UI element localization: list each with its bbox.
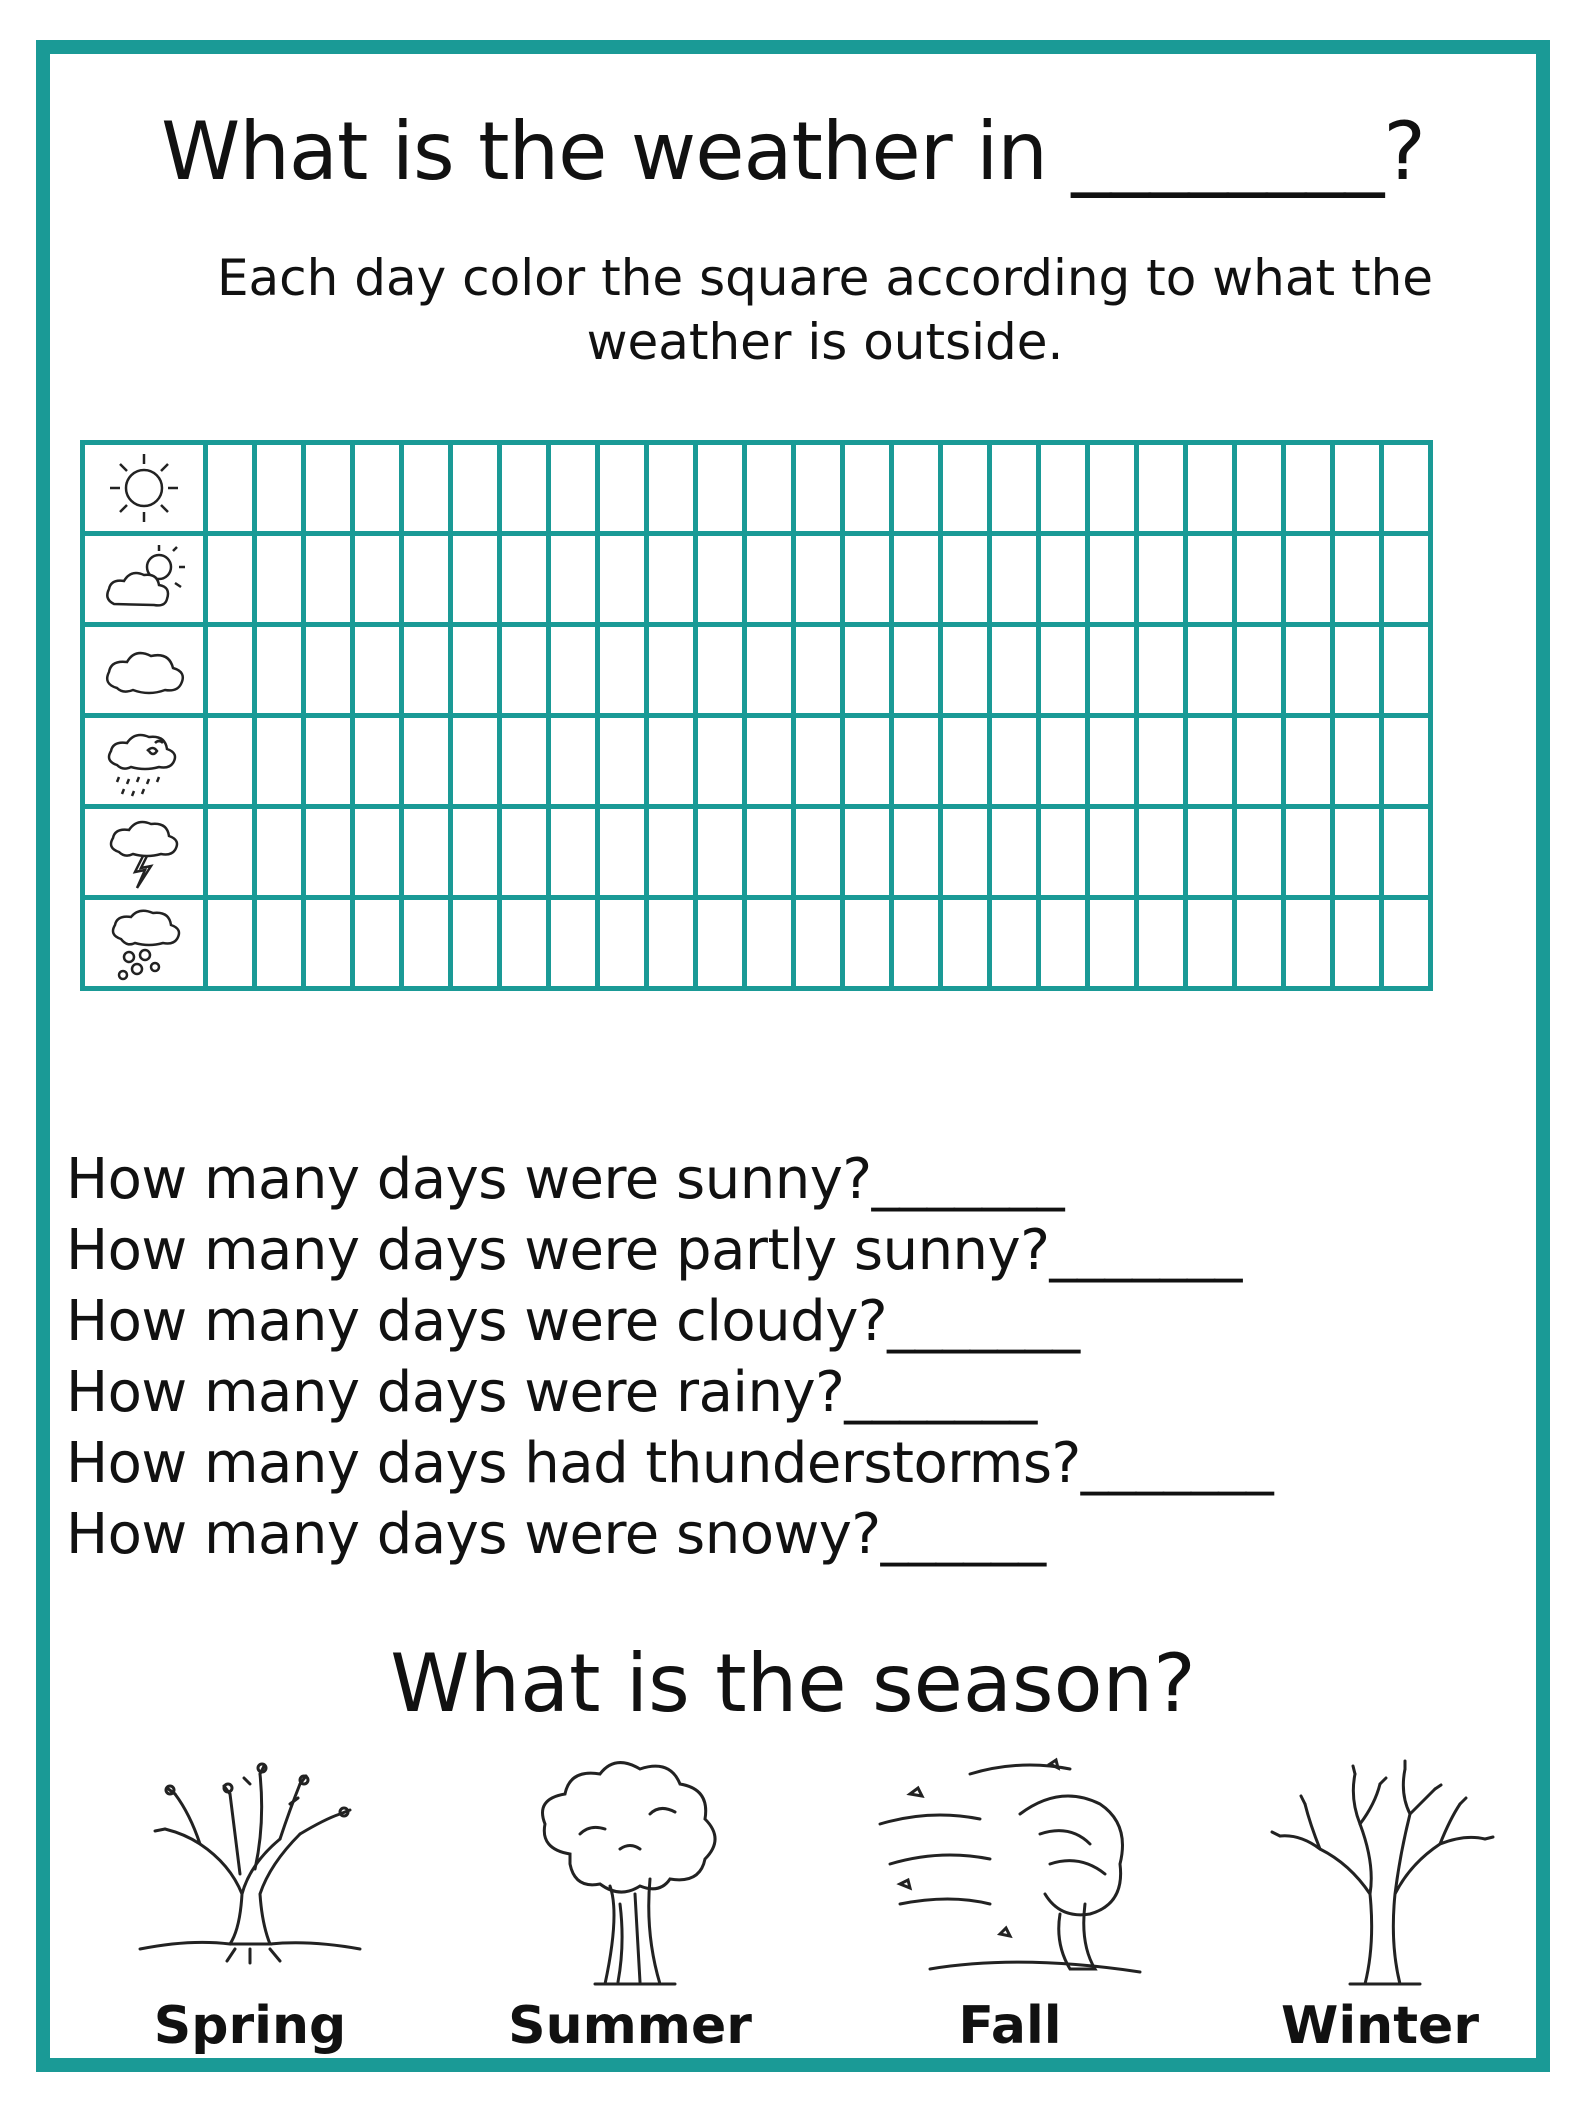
day-cell[interactable]: [745, 898, 794, 989]
day-cell[interactable]: [255, 625, 304, 716]
weather-row-icon-cell: [83, 534, 206, 625]
day-cell[interactable]: [990, 898, 1039, 989]
day-cell[interactable]: [647, 807, 696, 898]
day-cell[interactable]: [990, 443, 1039, 534]
day-cell[interactable]: [1088, 716, 1137, 807]
day-cell[interactable]: [892, 807, 941, 898]
day-cell[interactable]: [451, 443, 500, 534]
day-cell[interactable]: [598, 716, 647, 807]
day-cell[interactable]: [745, 443, 794, 534]
day-cell[interactable]: [941, 716, 990, 807]
weather-row-icon-cell: [83, 898, 206, 989]
day-cell[interactable]: [353, 898, 402, 989]
day-cell[interactable]: [696, 443, 745, 534]
day-cell[interactable]: [990, 625, 1039, 716]
weather-row-icon-cell: [83, 716, 206, 807]
day-cell[interactable]: [549, 443, 598, 534]
day-cell[interactable]: [1088, 898, 1137, 989]
question-thunderstorms[interactable]: How many days had thunderstorms?_______: [66, 1431, 1274, 1496]
day-cell[interactable]: [598, 625, 647, 716]
day-cell[interactable]: [647, 625, 696, 716]
worksheet-instructions: Each day color the square according to what the weather is outside.: [216, 249, 1434, 371]
day-cell[interactable]: [1186, 534, 1235, 625]
day-cell[interactable]: [304, 898, 353, 989]
season-title: What is the season?: [390, 1637, 1196, 1730]
day-cell[interactable]: [206, 898, 255, 989]
day-cell[interactable]: [941, 625, 990, 716]
worksheet-title: What is the weather in ________?: [161, 105, 1425, 198]
day-cell[interactable]: [255, 443, 304, 534]
question-list: [66, 1144, 1273, 1570]
day-cell[interactable]: [941, 807, 990, 898]
weather-grid: [80, 440, 1433, 991]
summer-tree-icon: [510, 1754, 750, 1994]
day-cell[interactable]: [794, 807, 843, 898]
day-cell[interactable]: [745, 625, 794, 716]
day-cell[interactable]: [402, 898, 451, 989]
day-cell[interactable]: [1284, 716, 1333, 807]
weather-chart: [80, 440, 1433, 991]
day-cell[interactable]: [304, 534, 353, 625]
day-cell[interactable]: [647, 898, 696, 989]
day-cell[interactable]: [1382, 898, 1431, 989]
weather-row-icon-cell: [83, 807, 206, 898]
day-cell[interactable]: [598, 807, 647, 898]
season-label-summer: Summer: [508, 1996, 752, 2056]
day-cell[interactable]: [255, 534, 304, 625]
day-cell[interactable]: [696, 807, 745, 898]
day-cell[interactable]: [500, 807, 549, 898]
thunderstorm-icon: [85, 812, 203, 892]
day-cell[interactable]: [1284, 898, 1333, 989]
day-cell[interactable]: [1137, 807, 1186, 898]
day-cell[interactable]: [1137, 716, 1186, 807]
day-cell[interactable]: [402, 807, 451, 898]
day-cell[interactable]: [1088, 443, 1137, 534]
day-cell[interactable]: [843, 534, 892, 625]
day-cell[interactable]: [941, 898, 990, 989]
day-cell[interactable]: [1039, 443, 1088, 534]
day-cell[interactable]: [1333, 625, 1382, 716]
season-winter[interactable]: [1230, 1754, 1530, 2056]
day-cell[interactable]: [402, 716, 451, 807]
day-cell[interactable]: [892, 716, 941, 807]
day-cell[interactable]: [255, 898, 304, 989]
day-cell[interactable]: [1039, 807, 1088, 898]
weather-row-icon-cell: [83, 625, 206, 716]
day-cell[interactable]: [304, 625, 353, 716]
question-sunny[interactable]: How many days were sunny?_______: [66, 1147, 1065, 1212]
day-cell[interactable]: [451, 625, 500, 716]
day-cell[interactable]: [696, 716, 745, 807]
question-rainy[interactable]: How many days were rainy?_______: [66, 1360, 1037, 1425]
day-cell[interactable]: [1039, 898, 1088, 989]
day-cell[interactable]: [1137, 625, 1186, 716]
worksheet-frame: [36, 40, 1550, 2072]
day-cell[interactable]: [500, 716, 549, 807]
day-cell[interactable]: [794, 898, 843, 989]
day-cell[interactable]: [1333, 807, 1382, 898]
day-cell[interactable]: [647, 534, 696, 625]
season-options: [50, 1754, 1536, 2084]
partly-sunny-icon: [85, 539, 203, 619]
day-cell[interactable]: [696, 534, 745, 625]
day-cell[interactable]: [206, 716, 255, 807]
day-cell[interactable]: [500, 443, 549, 534]
day-cell[interactable]: [1137, 534, 1186, 625]
day-cell[interactable]: [745, 716, 794, 807]
season-fall[interactable]: [860, 1754, 1160, 2056]
day-cell[interactable]: [941, 443, 990, 534]
day-cell[interactable]: [1088, 534, 1137, 625]
day-cell[interactable]: [255, 716, 304, 807]
day-cell[interactable]: [1039, 716, 1088, 807]
spring-tree-icon: [130, 1754, 370, 1994]
day-cell[interactable]: [1186, 625, 1235, 716]
season-summer[interactable]: [480, 1754, 780, 2056]
weather-row-thunderstorm: [83, 807, 1431, 898]
day-cell[interactable]: [451, 534, 500, 625]
weather-row-rain-cloud: [83, 716, 1431, 807]
day-cell[interactable]: [1137, 898, 1186, 989]
day-cell[interactable]: [843, 807, 892, 898]
day-cell[interactable]: [1382, 807, 1431, 898]
day-cell[interactable]: [451, 807, 500, 898]
day-cell[interactable]: [304, 443, 353, 534]
day-cell[interactable]: [353, 534, 402, 625]
day-cell[interactable]: [892, 625, 941, 716]
day-cell[interactable]: [451, 898, 500, 989]
weather-row-sun: [83, 443, 1431, 534]
day-cell[interactable]: [1186, 443, 1235, 534]
day-cell[interactable]: [1235, 625, 1284, 716]
rain-cloud-icon: [85, 721, 203, 801]
question-cloudy[interactable]: How many days were cloudy?_______: [66, 1289, 1080, 1354]
season-label-fall: Fall: [958, 1996, 1062, 2056]
day-cell[interactable]: [500, 625, 549, 716]
day-cell[interactable]: [1186, 807, 1235, 898]
day-cell[interactable]: [1284, 625, 1333, 716]
day-cell[interactable]: [206, 625, 255, 716]
day-cell[interactable]: [990, 807, 1039, 898]
day-cell[interactable]: [794, 534, 843, 625]
day-cell[interactable]: [500, 898, 549, 989]
day-cell[interactable]: [1235, 443, 1284, 534]
day-cell[interactable]: [1039, 534, 1088, 625]
day-cell[interactable]: [647, 716, 696, 807]
day-cell[interactable]: [892, 898, 941, 989]
day-cell[interactable]: [1235, 716, 1284, 807]
day-cell[interactable]: [402, 534, 451, 625]
day-cell[interactable]: [353, 625, 402, 716]
day-cell[interactable]: [745, 534, 794, 625]
day-cell[interactable]: [206, 443, 255, 534]
day-cell[interactable]: [892, 534, 941, 625]
day-cell[interactable]: [843, 716, 892, 807]
day-cell[interactable]: [1186, 716, 1235, 807]
day-cell[interactable]: [1382, 443, 1431, 534]
day-cell[interactable]: [304, 716, 353, 807]
day-cell[interactable]: [1333, 898, 1382, 989]
day-cell[interactable]: [1284, 534, 1333, 625]
day-cell[interactable]: [1333, 534, 1382, 625]
day-cell[interactable]: [696, 898, 745, 989]
day-cell[interactable]: [892, 443, 941, 534]
weather-row-icon-cell: [83, 443, 206, 534]
season-label-spring: Spring: [153, 1996, 347, 2056]
weather-row-snow-cloud: [83, 898, 1431, 989]
day-cell[interactable]: [451, 716, 500, 807]
day-cell[interactable]: [1382, 534, 1431, 625]
day-cell[interactable]: [500, 534, 549, 625]
season-label-winter: Winter: [1281, 1996, 1479, 2056]
question-partly-sunny[interactable]: How many days were partly sunny?_______: [66, 1218, 1242, 1283]
day-cell[interactable]: [549, 625, 598, 716]
day-cell[interactable]: [206, 807, 255, 898]
day-cell[interactable]: [1333, 443, 1382, 534]
day-cell[interactable]: [941, 534, 990, 625]
day-cell[interactable]: [1088, 807, 1137, 898]
day-cell[interactable]: [1284, 443, 1333, 534]
day-cell[interactable]: [255, 807, 304, 898]
day-cell[interactable]: [402, 443, 451, 534]
day-cell[interactable]: [647, 443, 696, 534]
sun-icon: [85, 448, 203, 528]
winter-tree-icon: [1260, 1754, 1500, 1994]
snow-cloud-icon: [85, 903, 203, 983]
day-cell[interactable]: [1235, 898, 1284, 989]
day-cell[interactable]: [402, 625, 451, 716]
day-cell[interactable]: [598, 443, 647, 534]
day-cell[interactable]: [304, 807, 353, 898]
day-cell[interactable]: [990, 534, 1039, 625]
day-cell[interactable]: [696, 625, 745, 716]
day-cell[interactable]: [1382, 625, 1431, 716]
day-cell[interactable]: [1333, 716, 1382, 807]
day-cell[interactable]: [598, 534, 647, 625]
day-cell[interactable]: [794, 625, 843, 716]
day-cell[interactable]: [353, 807, 402, 898]
day-cell[interactable]: [1235, 534, 1284, 625]
question-snowy[interactable]: How many days were snowy?______: [66, 1502, 1046, 1567]
day-cell[interactable]: [353, 716, 402, 807]
day-cell[interactable]: [1382, 716, 1431, 807]
day-cell[interactable]: [843, 443, 892, 534]
day-cell[interactable]: [1186, 898, 1235, 989]
day-cell[interactable]: [1088, 625, 1137, 716]
day-cell[interactable]: [549, 807, 598, 898]
weather-row-partly-sunny: [83, 534, 1431, 625]
day-cell[interactable]: [1235, 807, 1284, 898]
day-cell[interactable]: [598, 898, 647, 989]
day-cell[interactable]: [794, 443, 843, 534]
day-cell[interactable]: [353, 443, 402, 534]
weather-row-cloud: [83, 625, 1431, 716]
day-cell[interactable]: [1039, 625, 1088, 716]
day-cell[interactable]: [794, 716, 843, 807]
day-cell[interactable]: [843, 898, 892, 989]
day-cell[interactable]: [549, 716, 598, 807]
day-cell[interactable]: [549, 898, 598, 989]
day-cell[interactable]: [206, 534, 255, 625]
season-spring[interactable]: [100, 1754, 400, 2056]
fall-windy-tree-icon: [870, 1754, 1150, 1994]
day-cell[interactable]: [1284, 807, 1333, 898]
day-cell[interactable]: [843, 625, 892, 716]
day-cell[interactable]: [990, 716, 1039, 807]
cloud-icon: [85, 630, 203, 710]
day-cell[interactable]: [549, 534, 598, 625]
day-cell[interactable]: [745, 807, 794, 898]
day-cell[interactable]: [1137, 443, 1186, 534]
